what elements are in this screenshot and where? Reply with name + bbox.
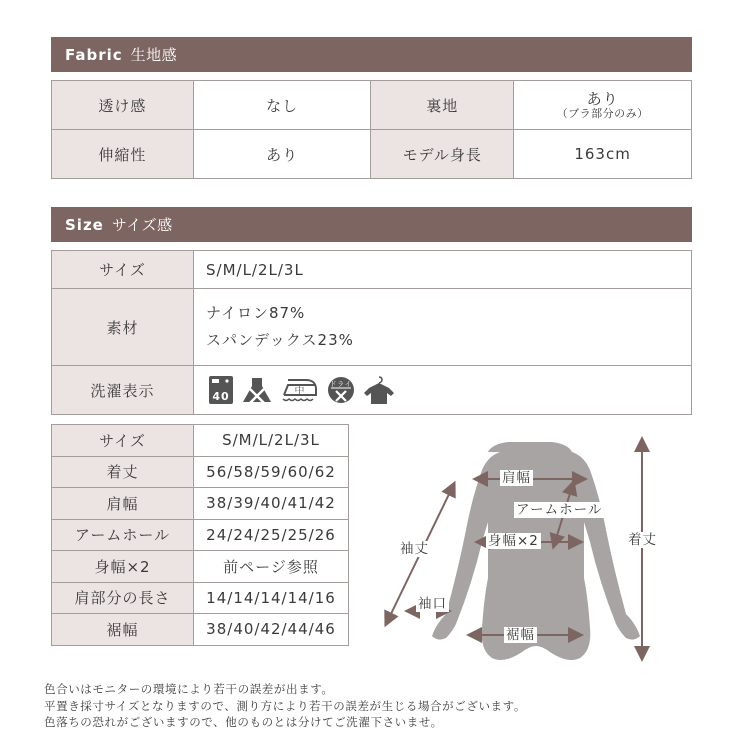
fabric-title-jp: 生地感	[130, 46, 178, 64]
care-icons	[206, 375, 691, 405]
no-dry-clean-icon	[326, 375, 356, 405]
wash-40-icon	[208, 375, 234, 405]
measure-label: サイズ	[52, 425, 194, 457]
armhole-label: アームホール	[516, 502, 603, 518]
measure-label: アームホール	[52, 519, 194, 551]
measure-value: S/M/L/2L/3L	[194, 425, 349, 457]
measure-label: 肩部分の長さ	[52, 582, 194, 614]
measure-value: 14/14/14/14/16	[194, 582, 349, 614]
fabric-table	[51, 80, 692, 179]
table-row	[52, 456, 349, 488]
measure-value: 38/40/42/44/46	[194, 614, 349, 646]
table-row	[52, 519, 349, 551]
wash-temp-text: 40	[212, 390, 230, 403]
cuff-label: 袖口	[418, 596, 447, 612]
measurement-table	[51, 424, 349, 646]
fabric-section-header	[51, 37, 692, 72]
table-row	[52, 551, 349, 583]
material-label: 素材	[52, 289, 194, 366]
table-row	[52, 488, 349, 520]
material-value	[194, 289, 692, 366]
material-line: スパンデックス23%	[206, 331, 354, 349]
table-row	[52, 582, 349, 614]
size-label: サイズ	[52, 251, 194, 289]
fabric-title-en: Fabric	[65, 45, 123, 64]
note-line: 平置き採寸サイズとなりますので、測り方により若干の誤差が生じる場合がございます。	[44, 698, 526, 713]
table-row	[52, 425, 349, 457]
stretch-label: 伸縮性	[52, 130, 194, 179]
lining-label: 裏地	[371, 81, 514, 130]
size-title-en: Size	[65, 215, 104, 234]
measure-label: 身幅×2	[52, 551, 194, 583]
size-section-header	[51, 207, 692, 242]
model-height-value: 163cm	[514, 130, 692, 179]
notes	[44, 681, 704, 731]
lining-subnote: （ブラ部分のみ）	[556, 106, 649, 120]
chest-label: 身幅×2	[488, 533, 539, 549]
shoulder-label: 肩幅	[502, 470, 531, 486]
size-value: S/M/L/2L/3L	[194, 251, 692, 289]
material-line: ナイロン87%	[206, 304, 306, 322]
measure-label: 裾幅	[52, 614, 194, 646]
model-height-label: モデル身長	[371, 130, 514, 179]
lining-value: あり	[586, 89, 619, 108]
fabric-row	[52, 81, 692, 130]
iron-medium-icon	[280, 375, 320, 405]
note-line: 色合いはモニターの環境により若干の誤差が出ます。	[44, 682, 334, 696]
measure-value: 38/39/40/41/42	[194, 488, 349, 520]
material-row	[52, 289, 692, 366]
care-label: 洗濯表示	[52, 366, 194, 415]
care-icons-cell	[194, 366, 692, 415]
lining-value-cell	[514, 81, 692, 130]
hang-dry-icon	[362, 375, 396, 405]
table-row	[52, 614, 349, 646]
fabric-row	[52, 130, 692, 179]
no-bleach-icon	[240, 375, 274, 405]
see-through-value: なし	[193, 81, 371, 130]
note-line: 色落ちの恐れがございますので、他のものとは分けてご洗濯下さいませ。	[44, 715, 443, 729]
measure-label: 肩幅	[52, 488, 194, 520]
length-label: 着丈	[628, 532, 657, 548]
see-through-label: 透け感	[52, 81, 194, 130]
sleeve-label: 袖丈	[400, 541, 429, 557]
size-table	[51, 250, 692, 415]
care-row	[52, 366, 692, 415]
iron-label-text: 中	[294, 386, 306, 397]
dry-label-text: ドライ	[329, 380, 353, 388]
measure-value: 24/24/25/25/26	[194, 519, 349, 551]
stretch-value: あり	[193, 130, 371, 179]
size-title-jp: サイズ感	[111, 216, 173, 234]
measure-value: 56/58/59/60/62	[194, 456, 349, 488]
size-row	[52, 251, 692, 289]
measurement-diagram	[380, 430, 680, 675]
measure-label: 着丈	[52, 456, 194, 488]
measure-value: 前ページ参照	[194, 551, 349, 583]
hem-label: 裾幅	[506, 627, 535, 643]
